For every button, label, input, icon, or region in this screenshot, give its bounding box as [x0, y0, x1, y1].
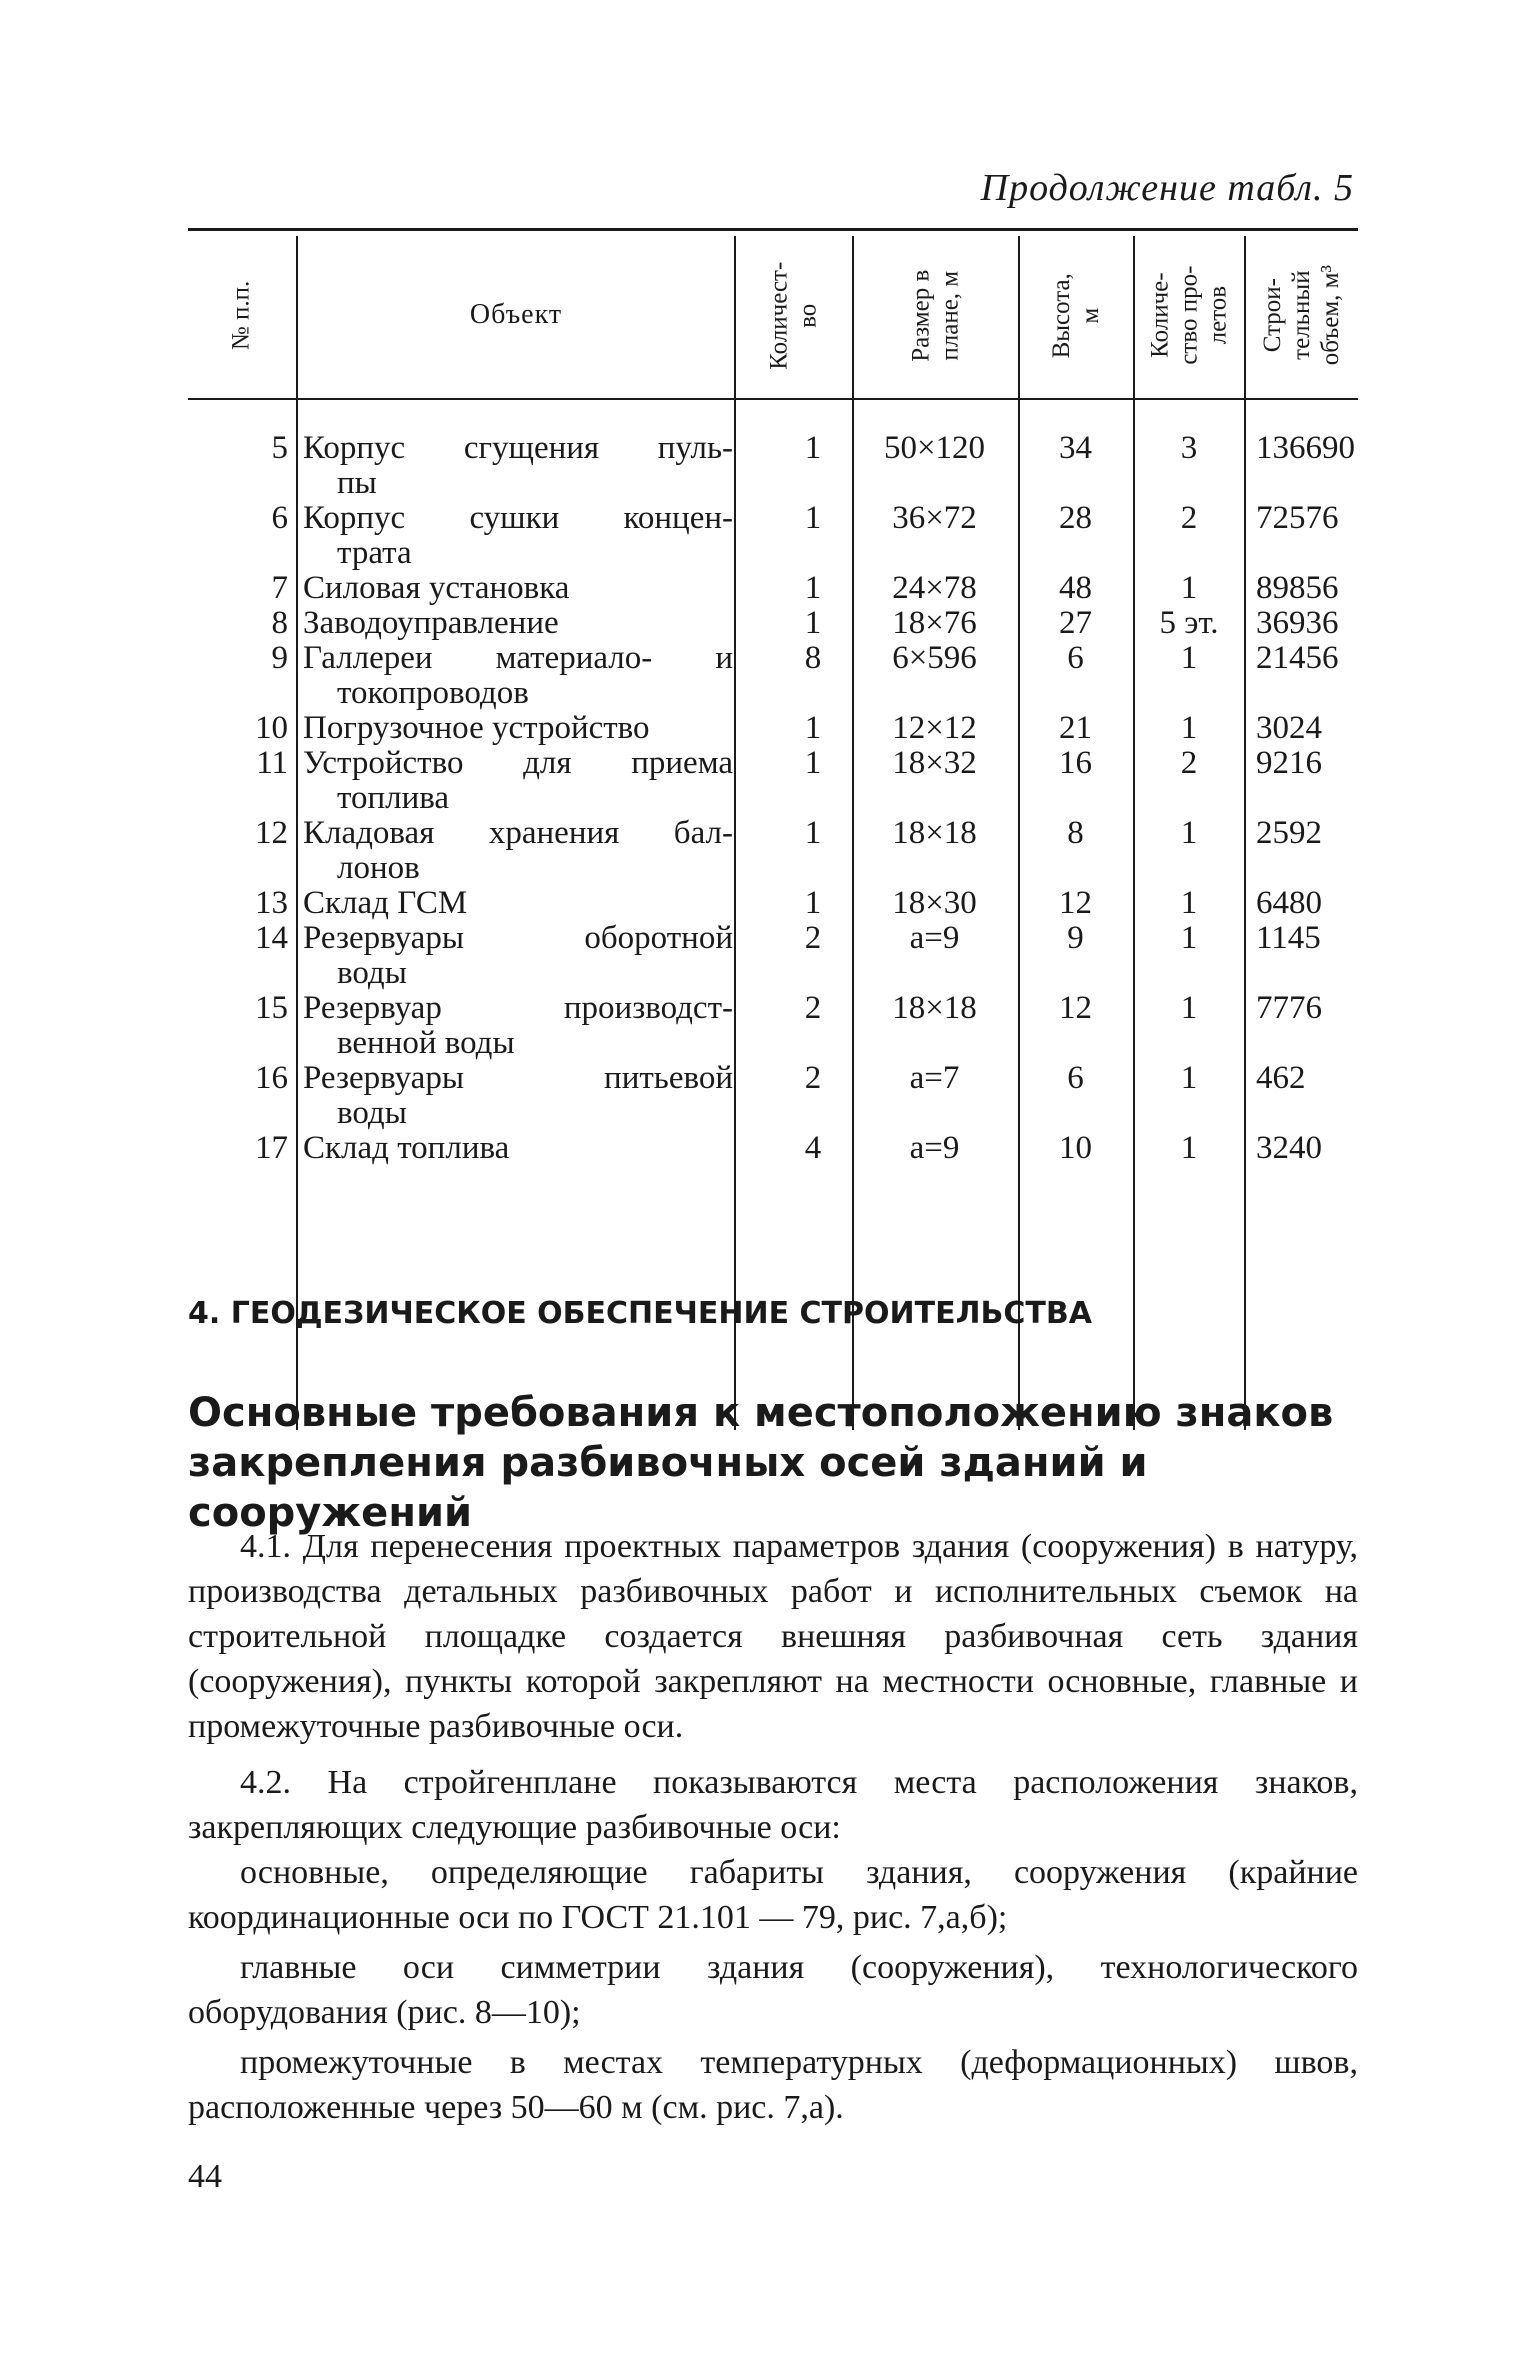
- table-row: [188, 886, 1358, 921]
- row-object-name: [303, 921, 733, 991]
- row-volume: 21456: [1256, 640, 1339, 676]
- row-object-name: [303, 1131, 733, 1166]
- row-number: 14: [255, 920, 288, 956]
- row-height: 6: [1067, 1060, 1084, 1096]
- row-spans: 1: [1180, 710, 1198, 746]
- row-size: 18×18: [892, 815, 977, 851]
- header-volume: [1246, 238, 1358, 393]
- table-row: [188, 431, 1358, 501]
- row-object-name-line2: пы: [337, 465, 377, 501]
- header-volume-label: Строи- тельный объем, м³: [1258, 265, 1344, 366]
- row-spans: 1: [1180, 920, 1198, 956]
- row-size: 18×18: [892, 990, 977, 1026]
- row-number: 7: [271, 570, 288, 606]
- header-object: [298, 238, 734, 393]
- header-height: [1020, 238, 1133, 393]
- row-number: 17: [255, 1130, 288, 1166]
- row-object-name-line1: Резервуар производст-: [303, 990, 733, 1026]
- table-body: [188, 431, 1358, 1166]
- row-spans: 1: [1180, 990, 1198, 1026]
- row-quantity: 1: [804, 745, 822, 781]
- row-number: 16: [255, 1060, 288, 1096]
- row-volume: 462: [1256, 1060, 1306, 1096]
- row-height: 12: [1059, 990, 1092, 1026]
- row-object-name-line1: Погрузочное устройство: [303, 710, 650, 746]
- row-height: 48: [1059, 570, 1092, 606]
- row-object-name: [303, 641, 733, 711]
- row-object-name-line1: Корпус сгущения пуль-: [303, 430, 733, 466]
- table-caption: Продолжение табл. 5: [980, 167, 1354, 209]
- row-spans: 1: [1180, 885, 1198, 921]
- row-volume: 9216: [1256, 745, 1322, 781]
- row-volume: 3024: [1256, 710, 1322, 746]
- row-spans: 2: [1180, 745, 1198, 781]
- table-row: [188, 921, 1358, 991]
- row-size: 50×120: [883, 430, 986, 466]
- header-floors-label: Количе- ство про- летов: [1146, 265, 1231, 366]
- row-object-name: [303, 816, 733, 886]
- row-quantity: 2: [804, 990, 822, 1026]
- row-size: 12×12: [892, 710, 977, 746]
- header-height-label: Высота, м: [1047, 272, 1104, 359]
- row-object-name-line2: топлива: [337, 780, 450, 816]
- row-size: 24×78: [892, 570, 977, 606]
- row-size: a=7: [909, 1060, 960, 1096]
- paragraph-4-2: 4.2. На стройгенплане показываются места расположения знаков, закрепляющих следующие разбивочные оси:: [188, 1764, 1358, 1846]
- row-height: 12: [1059, 885, 1092, 921]
- row-height: 8: [1067, 815, 1084, 851]
- row-number: 9: [271, 640, 288, 676]
- paragraph-4-1: 4.1. Для перенесения проектных параметров здания (сооружения) в натуру, производства детальных разбивочных работ и исполнительных съемок на строительной площадке создается внешняя разбивочная сеть здания (сооружения), пункты которой закрепляют на местности основные, главные и промежуточные разбивочные оси.: [188, 1528, 1358, 1745]
- row-number: 13: [255, 885, 288, 921]
- row-object-name-line1: Резервуары оборотной: [303, 920, 733, 956]
- table-top-rule: [188, 228, 1358, 231]
- row-number: 10: [255, 710, 288, 746]
- table-row: [188, 501, 1358, 571]
- row-quantity: 4: [804, 1130, 822, 1166]
- row-spans: 3: [1180, 430, 1198, 466]
- row-size: 6×596: [892, 640, 977, 676]
- row-size: a=9: [909, 1130, 960, 1166]
- row-object-name-line2: воды: [337, 1095, 407, 1131]
- header-size-label: Размер в плане, м: [907, 269, 963, 362]
- row-height: 10: [1059, 1130, 1092, 1166]
- table-row: [188, 641, 1358, 711]
- table-row: [188, 711, 1358, 746]
- row-number: 15: [255, 990, 288, 1026]
- row-object-name-line2: воды: [337, 955, 407, 991]
- row-spans: 1: [1180, 640, 1198, 676]
- table-row: [188, 606, 1358, 641]
- row-object-name: [303, 711, 733, 746]
- row-number: 11: [256, 745, 288, 781]
- row-height: 21: [1059, 710, 1092, 746]
- row-object-name: [303, 746, 733, 816]
- row-object-name: [303, 606, 733, 641]
- header-size: [854, 238, 1018, 393]
- row-object-name-line1: Заводоуправление: [303, 605, 559, 641]
- row-spans: 1: [1180, 570, 1198, 606]
- row-size: a=9: [909, 920, 960, 956]
- table-row: [188, 991, 1358, 1061]
- row-quantity: 1: [804, 570, 822, 606]
- row-quantity: 1: [804, 710, 822, 746]
- row-object-name-line2: венной воды: [337, 1025, 515, 1061]
- header-object-label: Объект: [469, 299, 563, 331]
- row-object-name: [303, 571, 733, 606]
- row-number: 12: [255, 815, 288, 851]
- header-qty-label: Количест- во: [765, 261, 821, 370]
- row-object-name: [303, 886, 733, 921]
- row-quantity: 2: [804, 920, 822, 956]
- row-object-name: [303, 501, 733, 571]
- row-size: 36×72: [892, 500, 977, 536]
- row-object-name-line1: Резервуары питьевой: [303, 1060, 733, 1096]
- row-spans: 1: [1180, 815, 1198, 851]
- section-title: 4. ГЕОДЕЗИЧЕСКОЕ ОБЕСПЕЧЕНИЕ СТРОИТЕЛЬСТВА: [188, 1296, 1092, 1331]
- row-height: 9: [1067, 920, 1084, 956]
- row-volume: 1145: [1256, 920, 1321, 956]
- row-number: 8: [271, 605, 288, 641]
- table-row: [188, 746, 1358, 816]
- row-object-name: [303, 431, 733, 501]
- row-quantity: 2: [804, 1060, 822, 1096]
- header-qty: [736, 238, 852, 393]
- row-volume: 89856: [1256, 570, 1339, 606]
- row-object-name-line1: Силовая установка: [303, 570, 570, 606]
- row-volume: 36936: [1256, 605, 1339, 641]
- row-height: 27: [1059, 605, 1092, 641]
- row-quantity: 1: [804, 500, 822, 536]
- row-number: 5: [271, 430, 288, 466]
- row-height: 6: [1067, 640, 1084, 676]
- row-size: 18×32: [892, 745, 977, 781]
- row-spans: 5 эт.: [1159, 605, 1219, 641]
- list-item-main-axes: основные, определяющие габариты здания, сооружения (крайние координационные оси по ГОСТ 21.101 — 79, рис. 7,а,б);: [188, 1854, 1358, 1936]
- row-object-name-line1: Кладовая хранения бал-: [303, 815, 733, 851]
- list-item-intermediate-axes: промежуточные в местах температурных (деформационных) швов, расположенные через 50—60 м (см. рис. 7,а).: [188, 2044, 1358, 2126]
- row-height: 34: [1059, 430, 1092, 466]
- table-header-rule: [188, 398, 1358, 400]
- row-object-name: [303, 1061, 733, 1131]
- header-floors: [1135, 238, 1244, 393]
- row-object-name-line1: Устройство для приема: [303, 745, 733, 781]
- list-item-symmetry-axes: главные оси симметрии здания (сооружения), технологического оборудования (рис. 8—10);: [188, 1949, 1358, 2031]
- section-subtitle: Основные требования к местоположению знаков закрепления разбивочных осей зданий и сооружений: [188, 1390, 1334, 1536]
- row-quantity: 1: [804, 815, 822, 851]
- row-quantity: 1: [804, 605, 822, 641]
- row-object-name-line2: токопроводов: [337, 675, 529, 711]
- table-row: [188, 816, 1358, 886]
- row-object-name-line1: Галлереи материало- и: [303, 640, 733, 676]
- row-volume: 136690: [1256, 430, 1355, 466]
- row-size: 18×76: [892, 605, 977, 641]
- row-volume: 3240: [1256, 1130, 1322, 1166]
- table-row: [188, 1131, 1358, 1166]
- row-object-name-line2: лонов: [337, 850, 420, 886]
- row-object-name-line2: трата: [337, 535, 412, 571]
- row-object-name-line1: Склад топлива: [303, 1130, 510, 1166]
- row-spans: 1: [1180, 1060, 1198, 1096]
- table-row: [188, 571, 1358, 606]
- header-num-label: № п.п.: [227, 280, 255, 351]
- row-volume: 7776: [1256, 990, 1322, 1026]
- row-volume: 6480: [1256, 885, 1322, 921]
- row-spans: 1: [1180, 1130, 1198, 1166]
- row-object-name-line1: Корпус сушки концен-: [303, 500, 733, 536]
- row-object-name: [303, 991, 733, 1061]
- row-volume: 2592: [1256, 815, 1322, 851]
- row-spans: 2: [1180, 500, 1198, 536]
- row-height: 16: [1059, 745, 1092, 781]
- page-number: 44: [188, 2158, 222, 2195]
- row-volume: 72576: [1256, 500, 1339, 536]
- row-quantity: 8: [804, 640, 822, 676]
- row-size: 18×30: [892, 885, 977, 921]
- row-number: 6: [271, 500, 288, 536]
- row-height: 28: [1059, 500, 1092, 536]
- table-row: [188, 1061, 1358, 1131]
- row-quantity: 1: [804, 430, 822, 466]
- header-num: [188, 238, 296, 393]
- row-object-name-line1: Склад ГСМ: [303, 885, 468, 921]
- row-quantity: 1: [804, 885, 822, 921]
